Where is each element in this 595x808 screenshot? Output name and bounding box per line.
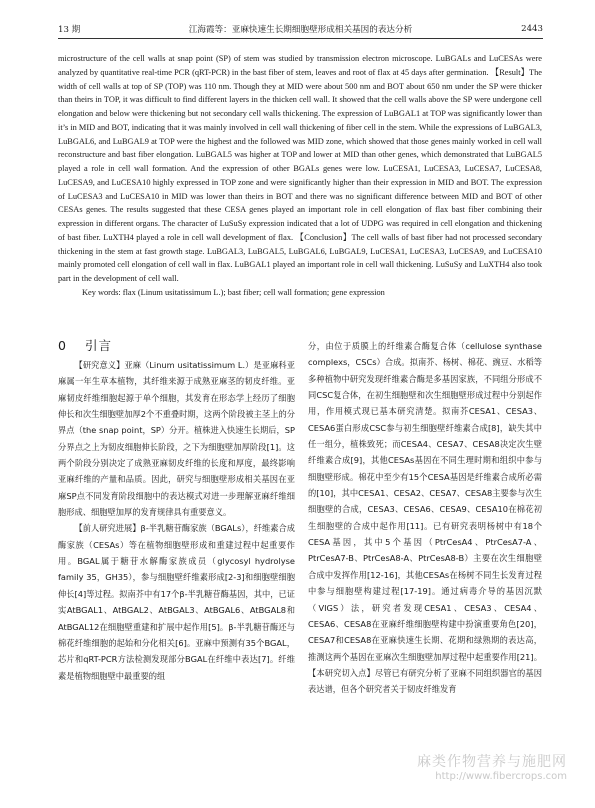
watermark-url: http://www.fibercrops.com bbox=[435, 771, 567, 782]
keywords: Key words: flax (Linum usitatissimum L.); bast fiber; cell wall formation; gene expression bbox=[82, 287, 385, 297]
section-heading bbox=[58, 336, 112, 354]
running-header bbox=[58, 22, 543, 39]
running-title: 江海霞等：亚麻快速生长期细胞壁形成相关基因的表达分析 bbox=[188, 25, 413, 35]
paragraph-previous-research: 【前人研究进展】β-半乳糖苷酶家族（BGALs），纤维素合成酶家族（CESAs）等在植物细胞壁形成和重建过程中起重要作用。BGAL属于糖苷水解酶家族成员（glycosyl hydrolyse family 35，GH35），参与细胞壁纤维素形成[2-3]和细胞壁细胞伸长[4]等过程。拟南芥中有17个β-半乳糖苷酶基因，其中，已证实AtBGAL1、AtBGAL2、AtBGAL3、AtBGAL6、AtBGAL8和AtBGAL12在细胞壁重建和扩展中起作用[5]。β-半乳糖苷酶还与棉花纤维细胞的起始和分化相关[6]。亚麻中预测有35个BGAL，芯片和qRT-PCR方法检测发现部分BGAL在纤维中表达[7]。纤维素是植物细胞壁中最重要的组 bbox=[58, 523, 295, 681]
issue-label: 13 期 bbox=[58, 25, 81, 35]
section-title: 引言 bbox=[84, 338, 112, 353]
section-number: 0 bbox=[58, 338, 67, 353]
watermark-site-name: 麻类作物营养与施肥网 bbox=[417, 754, 567, 770]
abstract-text: microstructure of the cell walls at snap point (SP) of stem was studied by transmission electron microscope. LuBGALs and LuCESAs were analyzed by quantitative real-time PCR (qRT-PCR) in the bast fiber of stem, leaves and root of flax at 45 days after germination. 【Result】The width of cell walls at top of SP (TOP) was 110 nm. Though they at MID were about 500 nm and BOT about 650 nm under the SP were thicker than theirs in TOP, it was difficult to find different layers in the thicken cell wall. It showed that the cell walls above the SP were undergone cell elongation and below were thickening but not secondary cell walls thickening. The expression of LuBGAL1 at TOP was significantly lower than it’s in MID and BOT, indicating that it was mainly involved in cell wall thickening of fiber cell in the stem. While the expressions of LuBGAL3, LuBGAL6, and LuBGAL9 at TOP were the highest and the followed was MID zone, which showed that those genes mainly worked in cell wall reconstructure and bast fiber elongation. LuBGAL5 was higher at TOP and lower at MID than other genes, which demonstrated that LuBGAL5 played a role in cell wall formation. And the expression of other BGALs genes were low. LuCESA1, LuCESA3, LuCESA7, LuCESA8, LuCESA9, and LuCESA10 highly expressed in TOP zone and were significantly higher than their expression in MID and BOT. The expression of LuCESA3 and LuCESA10 in MID was lower than theirs in BOT and there was no significant difference between MID and BOT of other CESAs genes. The results suggested that these CESA genes played an important role in cell elongation of flax bast fiber combining their expression in different organs. The character of LuSuSy expression indicated that a lot of UDPG was required in cell elongation and thickening of bast fiber. LuXTH4 played a role in cell wall development of flax. 【Conclusion】The cell walls of bast fiber had not processed secondary thickening in the stem at fast growth stage. LuBGAL3, LuBGAL5, LuBGAL6, LuBGAL9, LuCESA1, LuCESA3, LuCESA9, and LuCESA10 mainly promoted cell elongation of cell wall in flax. LuBGAL1 played an important role in cell wall thickening. LuSuSy and LuXTH4 also took part in the development of cell wall. bbox=[58, 54, 542, 283]
left-column bbox=[58, 357, 295, 684]
paragraph-significance: 【研究意义】亚麻（Linum usitatissimum L.）是亚麻科亚麻属一年生草本植物，其纤维来源于成熟亚麻茎的韧皮纤维。亚麻韧皮纤维细胞起源于单个细胞，其发育在形态学上经历了细胞伸长和次生细胞壁加厚2个不重叠时期，这两个阶段被主茎上的分界点（the snap point，SP）分开。植株进入快速生长期后，SP分界点之上为韧皮细胞伸长阶段，之下为细胞壁加厚阶段[1]。这两个阶段分别决定了成熟亚麻韧皮纤维的长度和厚度，最终影响亚麻纤维的产量和品质。因此，研究与细胞壁形成相关基因在亚麻SP点不同发育阶段细胞中的表达模式对进一步理解亚麻纤维细胞形成、细胞壁加厚的发育规律具有重要意义。 bbox=[58, 360, 295, 518]
english-abstract bbox=[58, 52, 542, 300]
page-number: 2443 bbox=[521, 24, 543, 34]
paragraph-continued: 分，由位于质膜上的纤维素合酶复合体（cellulose synthase complexs，CSCs）合成。拟南芥、杨树、棉花、豌豆、水稻等多种植物中研究发现纤维素合酶是多基因家族，不同组分形成不同CSC复合体，在初生细胞壁和次生细胞壁形成过程中分别起作用，作用模式现已基本研究清楚。拟南芥CESA1、CESA3、CESA6蛋白形成CSC参与初生细胞壁纤维素合成[8]，缺失其中任一组分，植株致死；而CESA4、CESA7、CESA8决定次生壁纤维素合成[9]，其他CESAs基因在不同生理时期和组织中参与细胞壁形成。棉花中至少有15个CESA基因是纤维素合成所必需的[10]，其中CESA1、CESA2、CESA7、CESA8主要参与次生细胞壁的合成，CESA3、CESA6、CESA9、CESA10在棉花初生细胞壁的合成中起作用[11]。已有研究表明杨树中有18个CESA基因，其中5个基因（PtrCesA4、PtrCesA7-A、PtrCesA7-B、PtrCesA8-A、PtrCesA8-B）主要在次生细胞壁合成中发挥作用[12-16]，其他CESAs在杨树不同生长发育过程中参与细胞壁构建过程[17-19]。通过病毒介导的基因沉默（VIGS）法，研究者发现CESA1、CESA3、CESA4、CESA6、CESA8在亚麻纤维细胞壁构建中扮演重要角色[20]，CESA7和CESA8在亚麻快速生长期、花期和绿熟期的表达高，推测这两个基因在亚麻次生细胞壁加厚过程中起重要作用[21]。【本研究切入点】尽管已有研究分析了亚麻不同组织器官的基因表达谱，但各个研究者关于韧皮纤维发育 bbox=[308, 341, 542, 695]
watermark bbox=[417, 751, 567, 782]
right-column bbox=[308, 338, 542, 698]
